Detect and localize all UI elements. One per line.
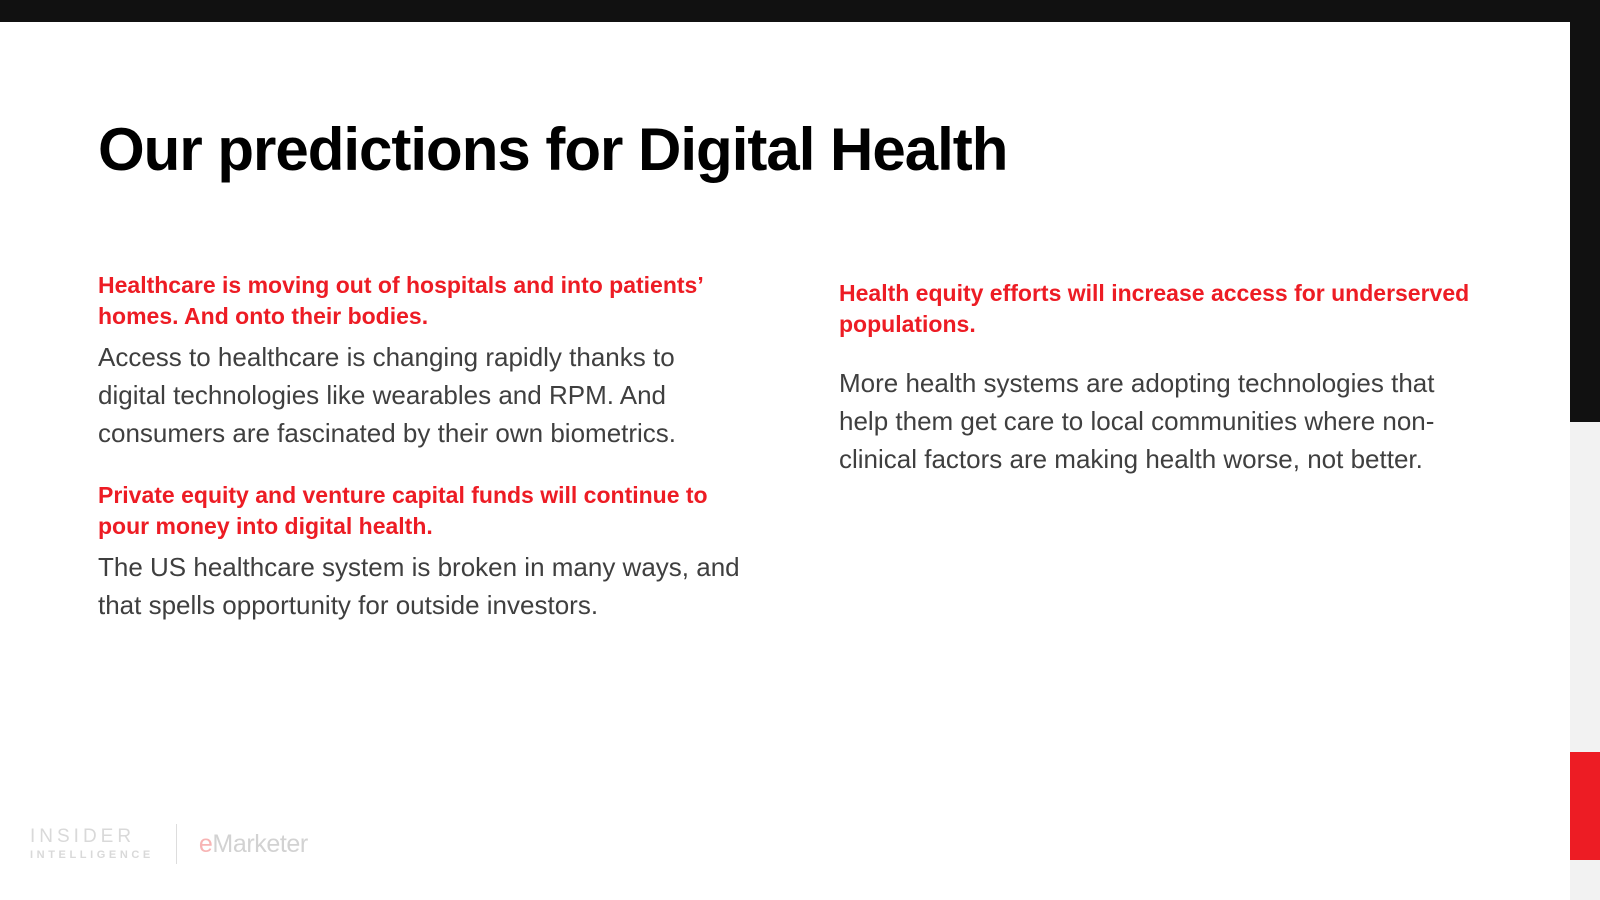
- prediction-item: [98, 270, 747, 452]
- right-red-accent-block: [1570, 752, 1600, 860]
- prediction-item: [839, 278, 1488, 478]
- prediction-body: The US healthcare system is broken in many ways, and that spells opportunity for outside investors.: [98, 552, 740, 621]
- prediction-heading: Healthcare is moving out of hospitals and into patients’ homes. And onto their bodies.: [98, 272, 703, 329]
- emarketer-logo-prefix: e: [198, 829, 213, 858]
- prediction-body: Access to healthcare is changing rapidly thanks to digital technologies like wearables and RPM. And consumers are fascinated by their own biometrics.: [98, 342, 677, 448]
- prediction-body: More health systems are adopting technologies that help them get care to local communities where non-clinical factors are making health worse, not better.: [839, 368, 1435, 474]
- predictions-columns: [98, 270, 1488, 653]
- logo-divider: [176, 824, 177, 864]
- page-title: Our predictions for Digital Health: [98, 116, 1008, 183]
- prediction-heading: Health equity efforts will increase access for underserved populations.: [839, 280, 1470, 337]
- emarketer-logo-rest: Marketer: [212, 829, 308, 858]
- slide-canvas: [0, 22, 1570, 900]
- emarketer-logo: [199, 830, 308, 859]
- top-black-bar: [0, 0, 1600, 22]
- insider-intelligence-logo: [30, 827, 154, 861]
- right-column: [839, 270, 1488, 653]
- insider-logo-line2: INTELLIGENCE: [30, 849, 154, 861]
- right-black-strip: [1570, 22, 1600, 422]
- insider-logo-line1: INSIDER: [30, 826, 136, 847]
- footer-logos: [30, 824, 308, 864]
- prediction-heading: Private equity and venture capital funds will continue to pour money into digital health.: [98, 482, 708, 539]
- prediction-item: [98, 480, 747, 625]
- left-column: [98, 270, 747, 653]
